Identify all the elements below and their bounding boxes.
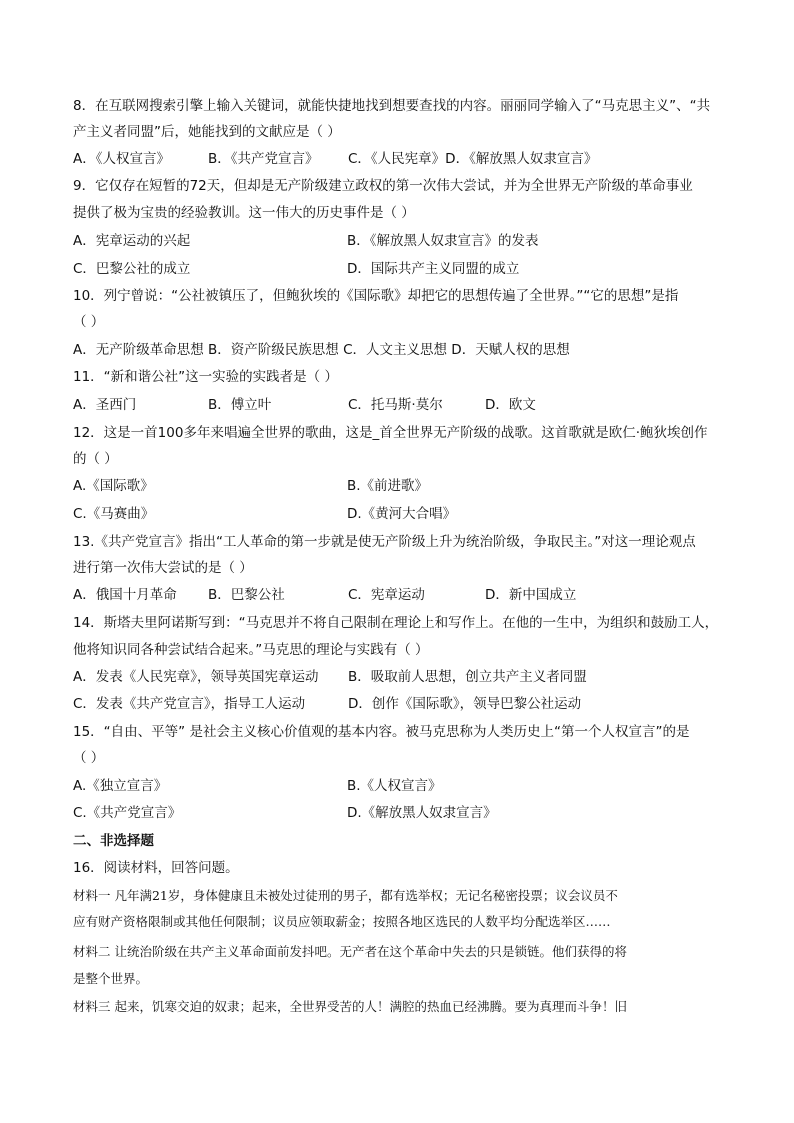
q11-option-d: D．欧文	[485, 397, 536, 413]
material1-line1: 材料一 凡年满21岁，身体健康且未被处过徒刑的男子，都有选举权；无记名秘密投票；议会议员不	[73, 888, 618, 903]
q13-option-d: D．新中国成立	[485, 587, 577, 603]
q13-stem-line1: 13.《共产党宣言》指出“工人革命的第一步就是使无产阶级上升为统治阶级，争取民主。”对这一理论观点	[73, 534, 696, 550]
q8-option-cd: C．《人民宪章》D．《解放黑人奴隶宣言》	[348, 151, 598, 167]
q14-option-a: A．发表《人民宪章》，领导英国宪章运动	[73, 669, 319, 685]
q9-option-c: C．巴黎公社的成立	[73, 261, 191, 277]
q11-stem: 11．“新和谐公社”这一实验的实践者是（ ）	[73, 369, 338, 385]
q11-option-b: B．傅立叶	[208, 397, 272, 413]
q9-stem-line2: 提供了极为宝贵的经验教训。这一伟大的历史事件是（ ）	[73, 205, 415, 221]
q8-option-a: A．《人权宣言》	[73, 151, 170, 167]
q8-stem-line1: 8．在互联网搜索引擎上输入关键词，就能快捷地找到想要查找的内容。丽丽同学输入了“马克思主义”、“共	[73, 98, 711, 114]
q9-option-d: D．国际共产主义同盟的成立	[347, 261, 520, 277]
q13-option-a: A．俄国十月革命	[73, 587, 177, 603]
q12-option-c: C.《马赛曲》	[73, 506, 155, 522]
material3-line1: 材料三 起来，饥寒交迫的奴隶；起来，全世界受苦的人！满腔的热血已经沸腾。要为真理而斗争！旧	[73, 999, 627, 1014]
q15-stem-line2: （ ）	[73, 750, 105, 766]
q15-option-a: A.《独立宣言》	[73, 778, 168, 794]
q13-stem-line2: 进行第一次伟大尝试的是（ ）	[73, 560, 253, 576]
q14-option-d: D．创作《国际歌》，领导巴黎公社运动	[348, 696, 582, 712]
q11-option-a: A．圣西门	[73, 397, 137, 413]
q12-option-a: A.《国际歌》	[73, 478, 154, 494]
q14-stem-line2: 他将知识同各种尝试结合起来。”马克思的理论与实践有（ ）	[73, 642, 429, 658]
q9-option-a: A．宪章运动的兴起	[73, 233, 191, 249]
q15-stem-line1: 15．“自由、平等” 是社会主义核心价值观的基本内容。被马克思称为人类历史上“第一个人权宣言”的是	[73, 724, 690, 740]
q12-stem-line2: 的（ ）	[73, 451, 118, 467]
q14-option-b: B．吸取前人思想，创立共产主义者同盟	[348, 669, 587, 685]
q10-stem-line2: （ ）	[73, 314, 105, 330]
q10-options: A．无产阶级革命思想 B．资产阶级民族思想 C．人文主义思想 D．天赋人权的思想	[73, 342, 570, 358]
q10-stem-line1: 10．列宁曾说：“公社被镇压了，但鲍狄埃的《国际歌》却把它的思想传遍了全世界。”“它的思想”是指	[73, 288, 679, 304]
q13-option-c: C．宪章运动	[348, 587, 425, 603]
q11-option-c: C．托马斯·莫尔	[348, 397, 443, 413]
material2-line1: 材料二 让统治阶级在共产主义革命面前发抖吧。无产者在这个革命中失去的只是锁链。他们获得的将	[73, 944, 627, 959]
q15-option-b: B.《人权宣言》	[347, 778, 442, 794]
q14-option-c: C．发表《共产党宣言》，指导工人运动	[73, 696, 306, 712]
q12-stem-line1: 12．这是一首100多年来唱遍全世界的歌曲，这是_首全世界无产阶级的战歌。这首歌就是欧仁·鲍狄埃创作	[73, 425, 708, 441]
q12-option-b: B.《前进歌》	[347, 478, 429, 494]
q9-option-b: B．《解放黑人奴隶宣言》的发表	[347, 233, 539, 249]
material1-line2: 应有财产资格限制或其他任何限制；议员应领取薪金；按照各地区选民的人数平均分配选举区……	[73, 914, 611, 929]
q15-option-c: C.《共产党宣言》	[73, 805, 182, 821]
q12-option-d: D.《黄河大合唱》	[347, 506, 457, 522]
q9-stem-line1: 9．它仅存在短暂的72天，但却是无产阶级建立政权的第一次伟大尝试，并为全世界无产阶级的革命事业	[73, 178, 693, 194]
section2-title: 二、非选择题	[73, 833, 154, 849]
q14-stem-line1: 14．斯塔夫里阿诺斯写到：“马克思并不将自己限制在理论上和写作上。在他的一生中，为组织和鼓励工人，	[73, 615, 719, 631]
q16-stem: 16．阅读材料，回答问题。	[73, 860, 239, 876]
q8-stem-line2: 产主义者同盟”后，她能找到的文献应是（ ）	[73, 124, 341, 140]
material2-line2: 是整个世界。	[73, 971, 149, 986]
q15-option-d: D.《解放黑人奴隶宣言》	[347, 805, 497, 821]
q13-option-b: B．巴黎公社	[208, 587, 285, 603]
q8-option-b: B．《共产党宣言》	[208, 151, 319, 167]
